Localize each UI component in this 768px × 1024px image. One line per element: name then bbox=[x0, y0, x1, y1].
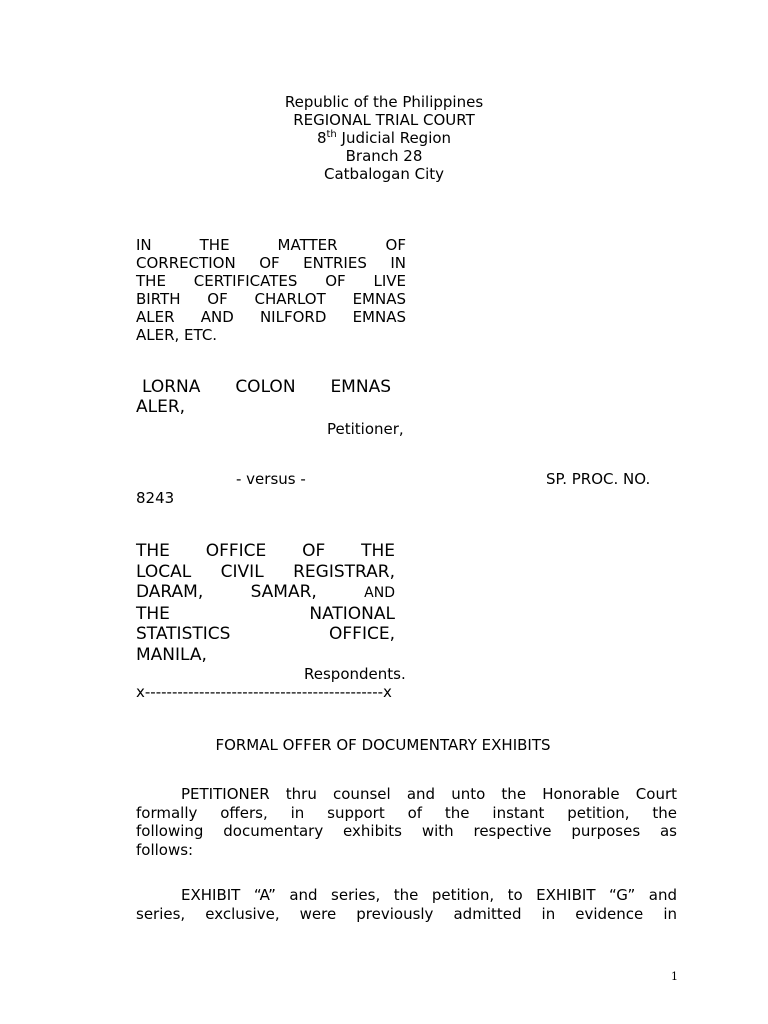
caption-line: BIRTH OF CHARLOT EMNAS bbox=[136, 290, 406, 308]
petitioner-name bbox=[136, 377, 391, 417]
header-republic: Republic of the Philippines bbox=[284, 93, 484, 111]
document-title bbox=[0, 736, 768, 754]
paragraph-line: series, exclusive, were previously admitted in evidence in bbox=[136, 904, 677, 923]
caption-line: THE CERTIFICATES OF LIVE bbox=[136, 272, 406, 290]
paragraph-offer bbox=[136, 785, 677, 859]
paragraph-line: PETITIONER thru counsel and unto the Honorable Court bbox=[181, 785, 677, 803]
header-region bbox=[0, 129, 768, 147]
header-court: REGIONAL TRIAL COURT bbox=[293, 111, 475, 129]
respondents-line: MANILA, bbox=[136, 644, 207, 665]
respondents-line: LOCAL CIVIL REGISTRAR, bbox=[136, 561, 395, 582]
petitioner-name-line: LORNA COLON EMNAS bbox=[142, 377, 391, 397]
respondents-and: AND bbox=[364, 585, 395, 601]
paragraph-line: follows: bbox=[136, 840, 194, 859]
caption-divider: x--------------------------------------------x bbox=[136, 683, 392, 701]
petitioner-label: Petitioner, bbox=[327, 420, 404, 438]
respondents-label: Respondents. bbox=[304, 665, 406, 683]
paragraph-line: EXHIBIT “A” and series, the petition, to EXHIBIT “G” and bbox=[181, 886, 677, 904]
case-caption bbox=[136, 236, 406, 344]
sp-proc-label: SP. PROC. NO. bbox=[546, 470, 651, 488]
header-region-text: Judicial Region bbox=[336, 129, 452, 147]
respondents-line: THE OFFICE OF THE bbox=[136, 541, 395, 561]
caption-line: CORRECTION OF ENTRIES IN bbox=[136, 254, 406, 272]
page-number: 1 bbox=[671, 970, 678, 983]
header-region-suffix: th bbox=[326, 129, 337, 140]
caption-line: IN THE MATTER OF bbox=[136, 236, 406, 254]
paragraph-exhibits bbox=[136, 886, 677, 923]
caption-line: ALER, ETC. bbox=[136, 326, 218, 344]
respondents-line: THE NATIONAL bbox=[136, 603, 395, 624]
respondents-line-main: DARAM, SAMAR, bbox=[136, 582, 317, 602]
header-region-number: 8 bbox=[316, 129, 327, 147]
paragraph-line: following documentary exhibits with respective purposes as bbox=[136, 822, 677, 840]
petitioner-name-line: ALER, bbox=[136, 397, 186, 417]
respondents-line: STATISTICS OFFICE, bbox=[136, 624, 395, 644]
header-city: Catbalogan City bbox=[324, 165, 444, 183]
caption-line: ALER AND NILFORD EMNAS bbox=[136, 308, 406, 326]
case-number: 8243 bbox=[136, 489, 175, 507]
header-branch: Branch 28 bbox=[345, 147, 423, 165]
respondents-name bbox=[136, 541, 395, 665]
document-title-text: FORMAL OFFER OF DOCUMENTARY EXHIBITS bbox=[215, 736, 551, 754]
versus-text: - versus - bbox=[236, 470, 306, 488]
respondents-line bbox=[136, 582, 395, 604]
paragraph-line: formally offers, in support of the instant petition, the bbox=[136, 803, 677, 822]
court-header bbox=[0, 93, 768, 183]
